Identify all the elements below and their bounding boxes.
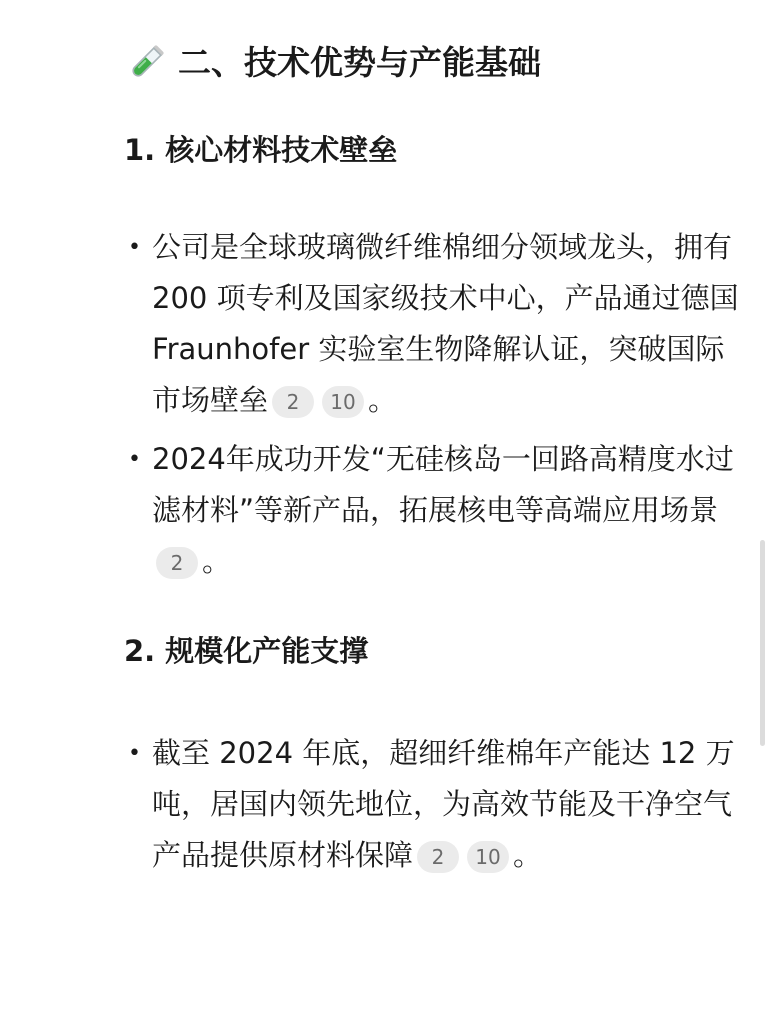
citation-badge[interactable]: 2	[272, 386, 314, 418]
bullet-item	[124, 222, 744, 426]
subsection-heading: 2. 规模化产能支撑	[124, 633, 369, 668]
bullet-text: 截至 2024 年底，超细纤维棉年产能达 12 万吨，居国内领先地位，为高效节能及干净空气产品提供原材料保障	[152, 736, 735, 873]
citation-badge[interactable]: 2	[417, 841, 459, 873]
bullet-item	[124, 434, 744, 587]
bullet-end: 。	[202, 543, 232, 578]
bullet-end: 。	[368, 382, 398, 417]
scrollbar[interactable]	[760, 540, 765, 746]
test-tube-icon	[124, 41, 168, 85]
bullet-text: 公司是全球玻璃微纤维棉细分领域龙头，拥有 200 项专利及国家级技术中心，产品通过德国 Fraunhofer 实验室生物降解认证，突破国际市场壁垒	[152, 229, 739, 417]
bullet-text: 2024年成功开发“无硅核岛一回路高精度水过滤材料”等新产品，拓展核电等高端应用场景	[152, 441, 734, 527]
bullet-list	[124, 728, 744, 881]
citation-badge[interactable]: 10	[467, 841, 509, 873]
bullet-dot: •	[128, 234, 141, 260]
section-title-text: 二、技术优势与产能基础	[178, 43, 541, 83]
section-heading	[124, 34, 744, 92]
bullet-end: 。	[513, 838, 543, 873]
bullet-item	[124, 728, 744, 881]
bullet-dot: •	[128, 446, 141, 472]
bullet-dot: •	[128, 741, 141, 767]
citation-badge[interactable]: 10	[322, 386, 364, 418]
citation-badge[interactable]: 2	[156, 547, 198, 579]
subsection-heading: 1. 核心材料技术壁垒	[124, 133, 398, 167]
bullet-list	[124, 222, 744, 587]
answer-content	[124, 34, 744, 889]
